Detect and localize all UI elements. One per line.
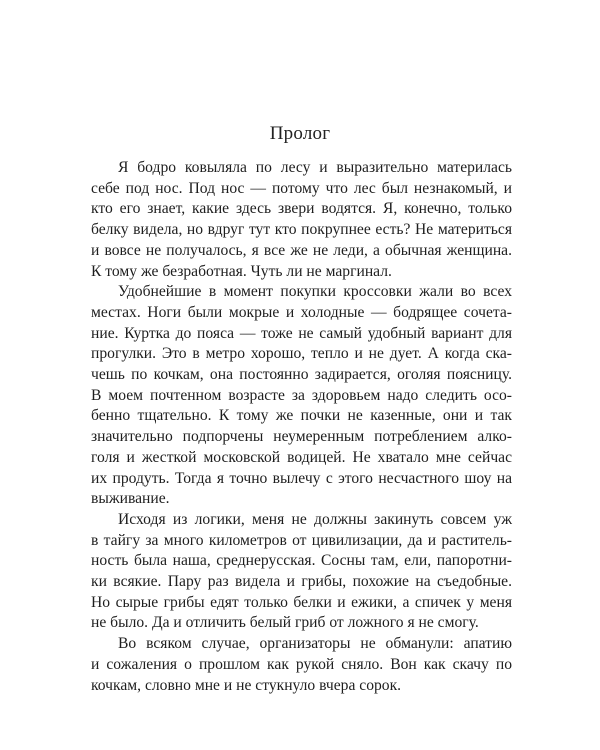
text-line: Но сырые грибы едят только белки и ежики, а спичек у меня <box>91 593 512 611</box>
text-line: Удобнейшие в момент покупки кроссовки жали во всех <box>118 283 512 301</box>
text-line: и сожаления о прошлом как рукой сняло. Вон как скачу по <box>91 655 512 673</box>
text-line: местах. Ноги были мокрые и холодные — бодрящее сочета- <box>91 303 512 321</box>
text-line: бенно тщательно. К тому же почки не казенные, они и так <box>91 407 512 425</box>
text-line: ность была наша, среднерусская. Сосны там, ели, папоротни- <box>91 552 512 570</box>
text-line: ние. Куртка до пояса — тоже не самый удобный вариант для <box>91 324 512 342</box>
text-line: ки всякие. Пару раз видела и грибы, похожие на съедобные. <box>91 573 512 591</box>
text-line: прогулки. Это в метро хорошо, тепло и не дует. А когда ска- <box>91 345 512 363</box>
paragraph <box>91 158 512 282</box>
text-line: их продуть. Тогда я точно вылечу с этого несчастного шоу на <box>91 469 512 487</box>
text-line: Во всяком случае, организаторы не обманули: апатию <box>118 635 512 653</box>
text-line: себе под нос. Под нос — потому что лес был незнакомый, и <box>91 179 512 197</box>
text-line: голя и жесткой московской водицей. Не хватало мне сейчас <box>91 448 512 466</box>
text-line: и вовсе не получалось, я все же не леди, а обычная женщина. <box>91 241 512 259</box>
paragraph <box>91 510 512 634</box>
text-line: не было. Да и отличить белый гриб от ложного я не смогу. <box>91 614 479 632</box>
text-line: в тайгу за много километров от цивилизации, да и раститель- <box>91 531 512 549</box>
chapter-title: Пролог <box>269 123 331 144</box>
text-line: Исходя из логики, меня не должны закинуть совсем уж <box>118 510 512 528</box>
text-line: В моем почтенном возрасте за здоровьем надо следить осо- <box>91 386 512 404</box>
text-line: Я бодро ковыляла по лесу и выразительно материлась <box>118 159 512 176</box>
paragraph <box>91 282 512 510</box>
text-line: белку видела, но вдруг тут кто покрупнее есть? Не материться <box>91 221 512 239</box>
body-text <box>91 158 512 696</box>
text-line: кто его знает, какие здесь звери водятся. Я, конечно, только <box>91 200 512 218</box>
text-line: К тому же безработная. Чуть ли не маргинал. <box>91 262 392 280</box>
text-line: чешь по кочкам, она постоянно задирается, оголяя поясницу. <box>91 366 512 384</box>
text-line: кочкам, словно мне и не стукнуло вчера сорок. <box>91 676 402 694</box>
text-line: значительно подпорчены неумеренным потреблением алко- <box>91 428 512 446</box>
text-line: выживание. <box>91 490 170 508</box>
paragraph <box>91 634 512 696</box>
